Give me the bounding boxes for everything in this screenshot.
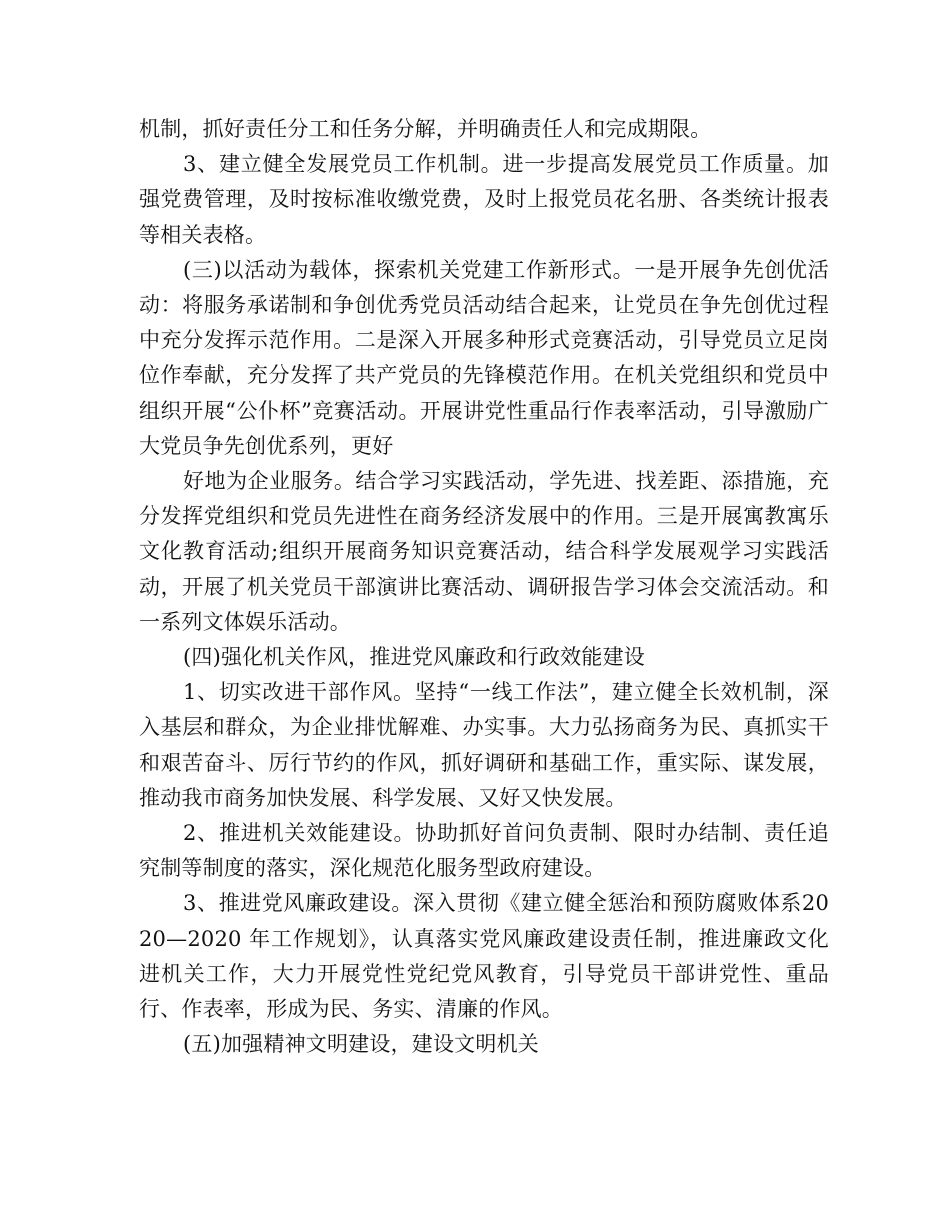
section-heading-4: (四)强化机关作风，推进党风廉政和行政效能建设 [183,645,645,670]
paragraph-section-3-activities: (三)以活动为载体，探索机关党建工作新形式。一是开展争先创优活动：将服务承诺制和争创优秀党员活动结合起来，让党员在争先创优过程中充分发挥示范作用。二是深入开展多种形式竞赛活动，引导党员立足岗位作奉献，充分发挥了共产党员的先锋模范作用。在机关党组织和党员中组织开展“公仆杯”竞赛活动。开展讲党性重品行作表率活动，引导激励广大党员争先创优系列，更好 [139,257,829,458]
section-heading-5: (五)加强精神文明建设，建设文明机关 [183,1032,539,1057]
document-body [139,112,829,1062]
paragraph-continuation: 机制，抓好责任分工和任务分解，并明确责任人和完成期限。 [139,117,712,141]
paragraph-item-3-integrity: 3、推进党风廉政建设。深入贯彻《建立健全惩治和预防腐败体系2020—2020 年工作规划》，认真落实党风廉政建设责任制，推进廉政文化进机关工作，大力开展党性党纪党风教育，引导党员干部讲党性、重品行、作表率，形成为民、务实、清廉的作风。 [139,891,829,1022]
paragraph-item-2-efficiency: 2、推进机关效能建设。协助抓好首问负责制、限时办结制、责任追究制等制度的落实，深化规范化服务型政府建设。 [139,821,829,881]
paragraph-item-3-member-development: 3、建立健全发展党员工作机制。进一步提高发展党员工作质量。加强党费管理，及时按标准收缴党费，及时上报党员花名册、各类统计报表等相关表格。 [139,152,829,247]
paragraph-item-1-work-style: 1、切实改进干部作风。坚持“一线工作法”，建立健全长效机制，深入基层和群众，为企业排忧解难、办实事。大力弘扬商务为民、真抓实干和艰苦奋斗、厉行节约的作风，抓好调研和基础工作，重实际、谋发展，推动我市商务加快发展、科学发展、又好又快发展。 [139,680,829,810]
paragraph-activities-continued: 好地为企业服务。结合学习实践活动，学先进、找差距、添措施，充分发挥党组织和党员先进性在商务经济发展中的作用。三是开展寓教寓乐文化教育活动;组织开展商务知识竞赛活动，结合科学发展观学习实践活动，开展了机关党员干部演讲比赛活动、调研报告学习体会交流活动。和一系列文体娱乐活动。 [139,469,829,634]
